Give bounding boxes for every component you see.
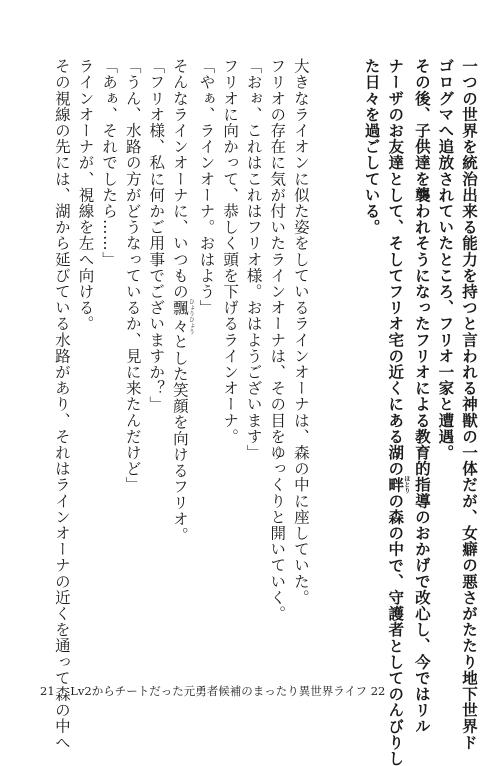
story-line-11: その視線の先には、湖から延びている水路があり、それはラインオーナの近くを通って森の中へ <box>52 58 71 751</box>
book-title: Lv2からチートだった元勇者候補のまったり異世界ライフ 22 <box>70 684 386 698</box>
story-line-9: 「あぁ、それでしたら……」 <box>100 58 119 268</box>
intro-line-2: ゴログマへ追放されていたところ、フリオ一家と遭遇。 <box>436 58 455 461</box>
intro-line-4: ナーザのお友達として、そしてフリオ宅の近くにある湖の畔ほとりの森の中で、守護者としてのんびりし <box>386 58 410 766</box>
story-line-5: 「やぁ、ラインオーナ。おはよう」 <box>197 58 216 316</box>
ruby-hyouhyou: 飄々ひょうひょう <box>170 298 195 335</box>
story-line-7: 「フリオ様、私に何かご用事でございますか？」 <box>147 58 166 413</box>
story-line-4: フリオに向かって、恭しく頭を下げるラインオーナ。 <box>221 58 240 445</box>
story-line-2: フリオの存在に気が付いたラインオーナは、その目をゆっくりと開いていく。 <box>268 58 287 622</box>
section-gap <box>335 58 359 658</box>
section-gap <box>312 58 336 658</box>
intro-line-3: その後、子供達を襲われそうになったフリオによる教育的指導のおかげで改心し、今ではリル <box>412 58 431 735</box>
intro-line-1: 一つの世界を統治出来る能力を持つと言われる神獣の一体だが、女癖の悪さがたたり地下世界ド <box>460 58 478 751</box>
intro-line-5: た日々を過ごしている。 <box>362 58 381 236</box>
story-line-10: ラインオーナが、視線を左へ向ける。 <box>76 58 95 332</box>
story-line-6: そんなラインオーナに、いつもの飄々ひょうひょうとした笑顔を向けるフリオ。 <box>170 58 195 543</box>
story-line-8: 「うん、水路の方がどうなっているか、見に来たんだけど」 <box>123 58 142 493</box>
story-line-3: 「おぉ、これはこれはフリオ様。おはようございます」 <box>244 58 263 461</box>
story-line-1: 大きなライオンに似た姿をしているラインオーナは、森の中に座していた。 <box>291 58 310 606</box>
page-number: 21 <box>40 684 55 698</box>
ruby-hotori: 畔ほとり <box>386 475 410 494</box>
page-footer <box>40 683 385 699</box>
